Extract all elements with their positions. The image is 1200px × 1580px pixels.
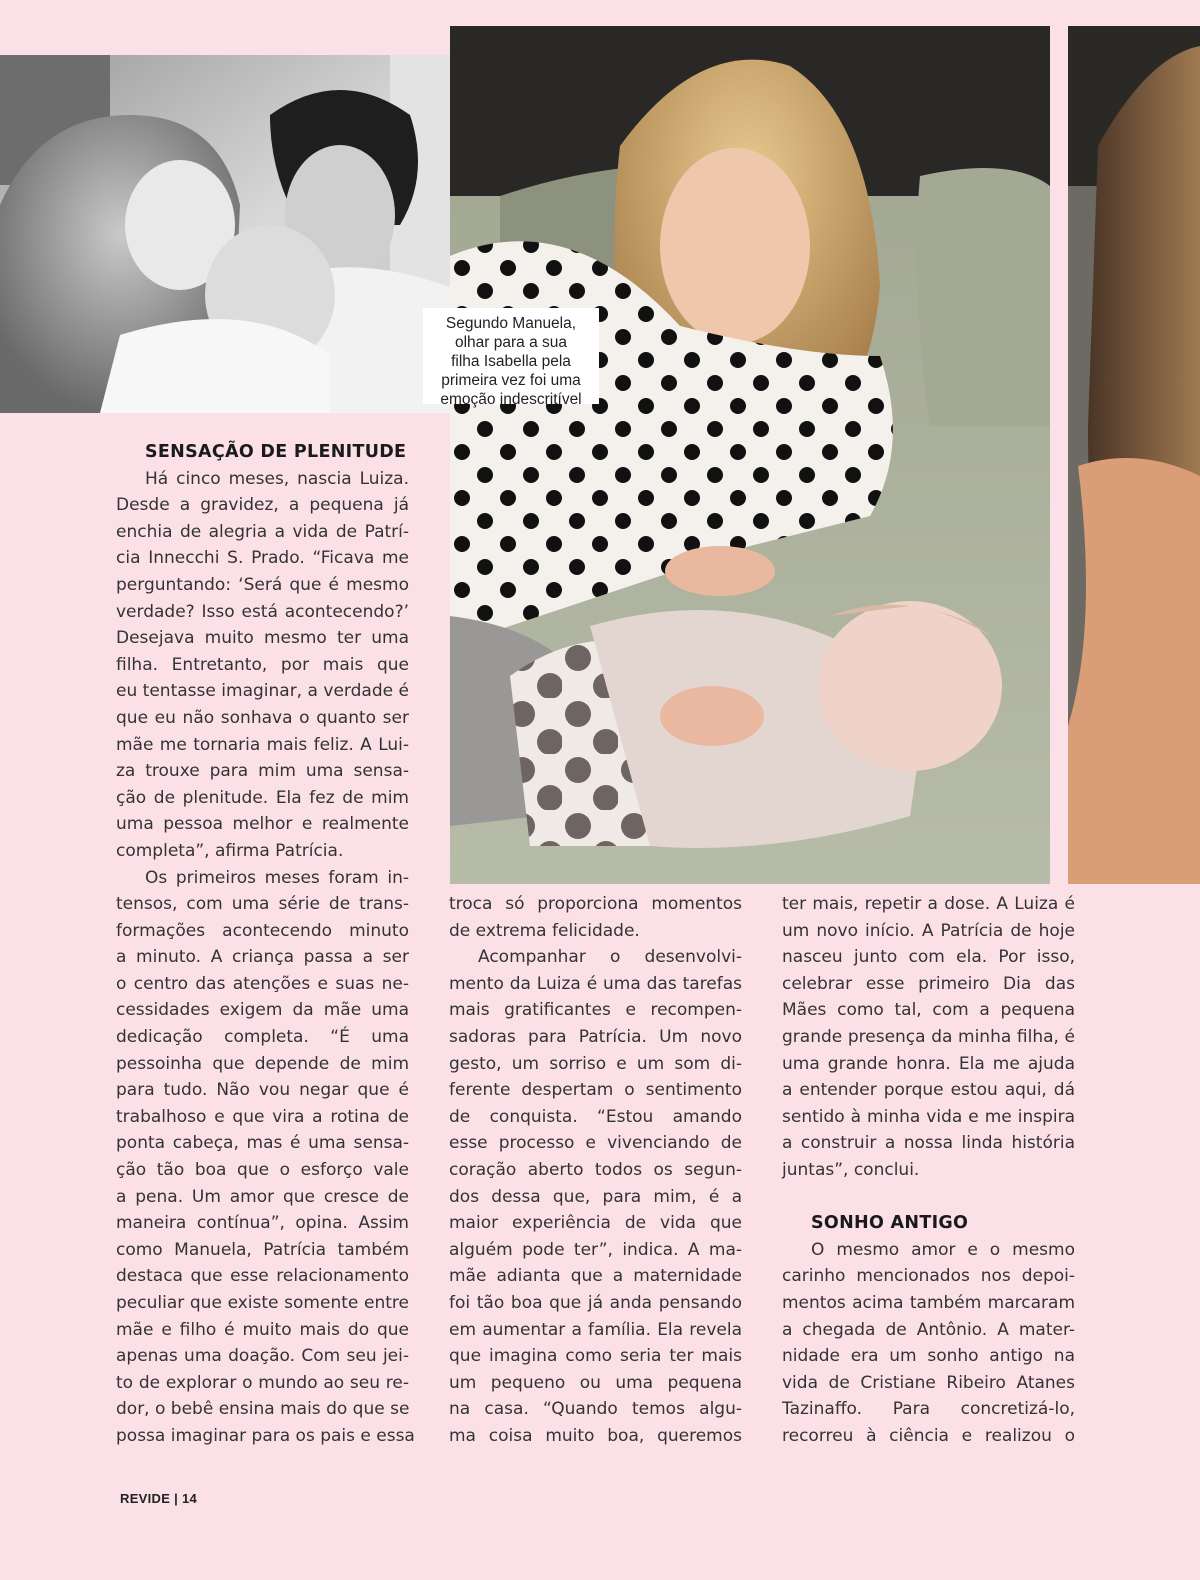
text-line: alguém pode ter”, indica. A ma- <box>449 1239 742 1260</box>
text-line: cia Innecchi S. Prado. “Ficava me <box>116 548 409 569</box>
text-line: sadoras para Patrícia. Um novo <box>449 1026 742 1047</box>
text-line: mais gratificantes e recompen- <box>449 1000 742 1021</box>
text-line: ção tão boa que o esforço vale <box>116 1160 409 1181</box>
text-line: Tazinaffo. Para concretizá-lo, <box>782 1399 1075 1420</box>
text-line: juntas”, conclui. <box>782 1159 920 1180</box>
text-line: mãe adianta que a maternidade <box>449 1266 742 1287</box>
text-line: filha. Entretanto, por mais que <box>116 654 409 675</box>
text-line: sentido à minha vida e me inspira <box>782 1106 1075 1127</box>
caption-line: filha Isabella pela <box>451 353 571 370</box>
text-line: para tudo. Não vou negar que é <box>116 1080 409 1101</box>
article-column-2 <box>449 891 742 1449</box>
text-line: mentos acima também marcaram <box>782 1292 1075 1313</box>
text-line: tensos, com uma série de trans- <box>116 894 409 915</box>
text-line: completa”, afirma Patrícia. <box>116 840 344 861</box>
text-line: uma grande honra. Ela me ajuda <box>782 1053 1075 1074</box>
text-line: O mesmo amor e o mesmo <box>811 1239 1075 1260</box>
text-line: a entender porque estou aqui, dá <box>782 1080 1075 1101</box>
text-line: Acompanhar o desenvolvi- <box>478 947 742 968</box>
text-line: destaca que esse relacionamento <box>116 1266 409 1287</box>
text-line: vida de Cristiane Ribeiro Atanes <box>782 1372 1075 1393</box>
text-line: to de explorar o mundo ao seu re- <box>116 1372 409 1393</box>
text-line: formações acontecendo minuto <box>116 920 409 941</box>
text-line: mãe me tornaria mais feliz. A Lui- <box>116 734 409 755</box>
text-line: nasceu junto com ela. Por isso, <box>782 947 1075 968</box>
text-line: ma coisa muito boa, queremos <box>449 1425 742 1446</box>
text-line: celebrar esse primeiro Dia das <box>782 973 1075 994</box>
text-line: Desejava muito mesmo ter uma <box>116 628 409 649</box>
text-line: maior experiência de vida que <box>449 1213 742 1234</box>
text-line: mento da Luiza é uma das tarefas <box>449 973 742 994</box>
text-line: Os primeiros meses foram in- <box>145 867 409 888</box>
text-line: esse processo e vivenciando de <box>449 1133 742 1154</box>
text-line: coração aberto todos os segun- <box>449 1159 742 1180</box>
text-line: na casa. “Quando temos algu- <box>449 1399 742 1420</box>
caption-line: emoção indescritível <box>440 391 582 408</box>
text-line: grande presença da minha filha, é <box>782 1026 1075 1047</box>
text-line: uma pessoa melhor e realmente <box>116 814 409 835</box>
text-line: pessoinha que depende de mim <box>116 1053 409 1074</box>
text-line: de conquista. “Estou amando <box>449 1106 742 1127</box>
text-line: za trouxe para mim uma sensa- <box>116 761 409 782</box>
caption-line: Segundo Manuela, <box>445 315 577 332</box>
photo-caption <box>423 308 599 408</box>
text-line: dedicação completa. “É uma <box>116 1027 409 1048</box>
text-line: ponta cabeça, mas é uma sensa- <box>116 1133 409 1154</box>
text-line: Desde a gravidez, a pequena já <box>116 495 409 516</box>
page-footer: REVIDE | 14 <box>120 1491 198 1506</box>
text-line: possa imaginar para os pais e essa <box>116 1425 415 1446</box>
text-line: que imagina como seria ter mais <box>449 1346 742 1367</box>
text-line: mãe e filho é muito mais do que <box>116 1319 409 1340</box>
text-line: trabalhoso e que vira a rotina de <box>116 1106 409 1127</box>
text-line: dor, o bebê ensina mais do que se <box>116 1399 410 1420</box>
woman-photo-cropped <box>1068 26 1200 884</box>
text-line: de extrema felicidade. <box>449 920 640 941</box>
text-line: perguntando: ‘Será que é mesmo <box>116 574 409 595</box>
text-line: ção de plenitude. Ela fez de mim <box>116 787 409 808</box>
caption-line: olhar para a sua <box>454 334 568 351</box>
text-line: troca só proporciona momentos <box>449 894 742 914</box>
text-line: Mães como tal, com a pequena <box>782 1000 1075 1021</box>
article-column-1 <box>116 439 415 1450</box>
text-line: em aumentar a família. Ela revela <box>449 1319 742 1340</box>
text-line: ter mais, repetir a dose. A Luiza é <box>782 894 1075 914</box>
text-line: Há cinco meses, nascia Luiza. <box>145 468 409 489</box>
family-photo-bw <box>0 55 492 413</box>
text-line: cessidades exigem da mãe uma <box>116 1000 409 1021</box>
section-heading: SONHO ANTIGO <box>811 1213 969 1234</box>
text-line: a minuto. A criança passa a ser <box>116 947 409 968</box>
text-line: um novo início. A Patrícia de hoje <box>782 920 1075 941</box>
text-line: um pequeno ou uma pequena <box>449 1372 742 1393</box>
text-line: a construir a nossa linda história <box>782 1133 1075 1154</box>
article-column-3 <box>782 891 1075 1449</box>
text-line: apenas uma doação. Com seu jei- <box>116 1346 409 1367</box>
text-line: carinho mencionados nos depoi- <box>782 1266 1075 1287</box>
text-line: gesto, um sorriso e um som di- <box>449 1053 742 1074</box>
caption-line: primeira vez foi uma <box>441 372 581 389</box>
section-heading: SENSAÇÃO DE PLENITUDE <box>145 442 407 462</box>
text-line: ferente despertam o sentimento <box>449 1080 742 1101</box>
text-line: nidade era um sonho antigo na <box>782 1346 1075 1367</box>
text-line: o centro das atenções e suas ne- <box>116 973 409 994</box>
spacer <box>782 1184 1075 1211</box>
text-line: peculiar que existe somente entre <box>116 1293 409 1313</box>
text-line: eu tentasse imaginar, a verdade é <box>116 681 409 702</box>
text-line: enchia de alegria a vida de Patrí- <box>116 521 409 542</box>
text-line: maneira contínua”, opina. Assim <box>116 1213 409 1234</box>
text-line: verdade? Isso está acontecendo?’ <box>116 601 409 622</box>
text-line: como Manuela, Patrícia também <box>116 1239 409 1260</box>
text-line: dos dessa que, para mim, é a <box>449 1186 742 1207</box>
text-line: recorreu à ciência e realizou o <box>782 1425 1075 1446</box>
text-line: a chegada de Antônio. A mater- <box>782 1319 1075 1340</box>
mother-baby-photo <box>450 26 1050 884</box>
text-line: a pena. Um amor que cresce de <box>116 1186 409 1207</box>
text-line: foi tão boa que já anda pensando <box>449 1292 742 1313</box>
text-line: que eu não sonhava o quanto ser <box>116 707 409 728</box>
